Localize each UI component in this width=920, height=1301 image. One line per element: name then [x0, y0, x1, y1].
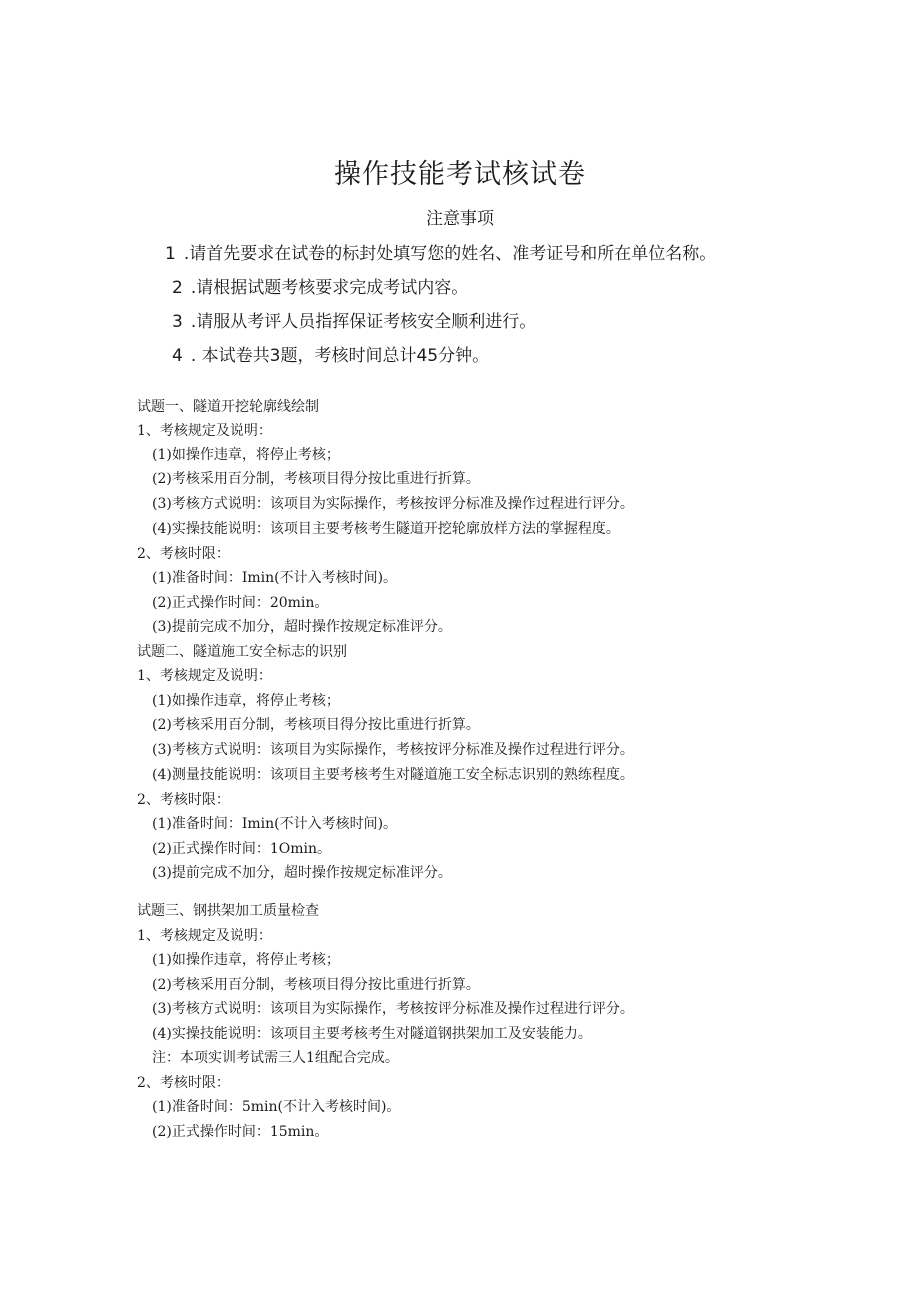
question-1-rule-4: (4)实操技能说明：该项目主要考核考生隧道开挖轮廓放样方法的掌握程度。 — [152, 521, 620, 537]
question-1-rule-2: (2)考核采用百分制，考核项目得分按比重进行折算。 — [152, 471, 480, 487]
notice-heading: 注意事项 — [426, 209, 494, 229]
question-1-rules-heading: 1、考核规定及说明： — [137, 423, 272, 439]
question-1-time-3: (3)提前完成不加分，超时操作按规定标准评分。 — [152, 619, 452, 635]
notice-item-text: .请首先要求在试卷的标封处填写您的姓名、准考证号和所在单位名称。 — [183, 244, 717, 264]
question-1-time-2: (2)正式操作时间：20min。 — [152, 595, 329, 611]
question-2-time-heading: 2、考核时限： — [137, 792, 230, 808]
question-2-rule-2: (2)考核采用百分制，考核项目得分按比重进行折算。 — [152, 717, 480, 733]
question-2-rule-1: (1)如操作违章，将停止考核； — [152, 693, 340, 709]
notice-item-number: 2 — [172, 278, 183, 298]
notice-item-text: .请根据试题考核要求完成考试内容。 — [190, 278, 469, 298]
question-2-time-3: (3)提前完成不加分，超时操作按规定标准评分。 — [152, 865, 452, 881]
question-3-title: 试题三、钢拱架加工质量检查 — [137, 903, 319, 919]
question-2-rule-3: (3)考核方式说明：该项目为实际操作，考核按评分标准及操作过程进行评分。 — [152, 742, 634, 758]
question-3-time-2: (2)正式操作时间：15min。 — [152, 1124, 329, 1140]
question-1-title: 试题一、隧道开挖轮廓线绘制 — [137, 399, 319, 415]
notice-item-text: . 本试卷共3题，考核时间总计45分钟。 — [190, 346, 490, 366]
question-1-rule-1: (1)如操作违章，将停止考核； — [152, 447, 340, 463]
question-3-rule-3: (3)考核方式说明：该项目为实际操作，考核按评分标准及操作过程进行评分。 — [152, 1001, 634, 1017]
page-title: 操作技能考试核试卷 — [334, 159, 586, 190]
notice-item-4 — [172, 342, 489, 370]
question-1-time-heading: 2、考核时限： — [137, 546, 230, 562]
question-1-time-1: (1)准备时间：Imin(不计入考核时间)。 — [152, 570, 398, 586]
notice-item-number: 1 — [165, 244, 176, 264]
question-3-rule-1: (1)如操作违章，将停止考核； — [152, 952, 340, 968]
notice-item-3 — [172, 308, 536, 336]
question-2-rule-4: (4)测量技能说明：该项目主要考核考生对隧道施工安全标志识别的熟练程度。 — [152, 767, 634, 783]
question-2-rules-heading: 1、考核规定及说明： — [137, 668, 272, 684]
question-2-time-1: (1)准备时间：Imin(不计入考核时间)。 — [152, 816, 398, 832]
question-3-rule-2: (2)考核采用百分制，考核项目得分按比重进行折算。 — [152, 977, 480, 993]
question-1-rule-3: (3)考核方式说明：该项目为实际操作，考核按评分标准及操作过程进行评分。 — [152, 496, 634, 512]
question-2-time-2: (2)正式操作时间：1Omin。 — [152, 841, 331, 857]
notice-item-text: .请服从考评人员指挥保证考核安全顺利进行。 — [190, 312, 537, 332]
question-2-title: 试题二、隧道施工安全标志的识别 — [137, 644, 347, 660]
notice-item-number: 4 — [172, 346, 183, 366]
notice-item-number: 3 — [172, 312, 183, 332]
notice-item-2 — [172, 274, 468, 302]
question-3-time-1: (1)准备时间：5min(不计入考核时间)。 — [152, 1099, 401, 1115]
question-3-note: 注：本项实训考试需三人1组配合完成。 — [152, 1050, 399, 1066]
question-3-time-heading: 2、考核时限： — [137, 1075, 230, 1091]
question-3-rule-4: (4)实操技能说明：该项目主要考核考生对隧道钢拱架加工及安装能力。 — [152, 1026, 592, 1042]
question-3-rules-heading: 1、考核规定及说明： — [137, 928, 272, 944]
notice-item-1 — [165, 240, 716, 268]
